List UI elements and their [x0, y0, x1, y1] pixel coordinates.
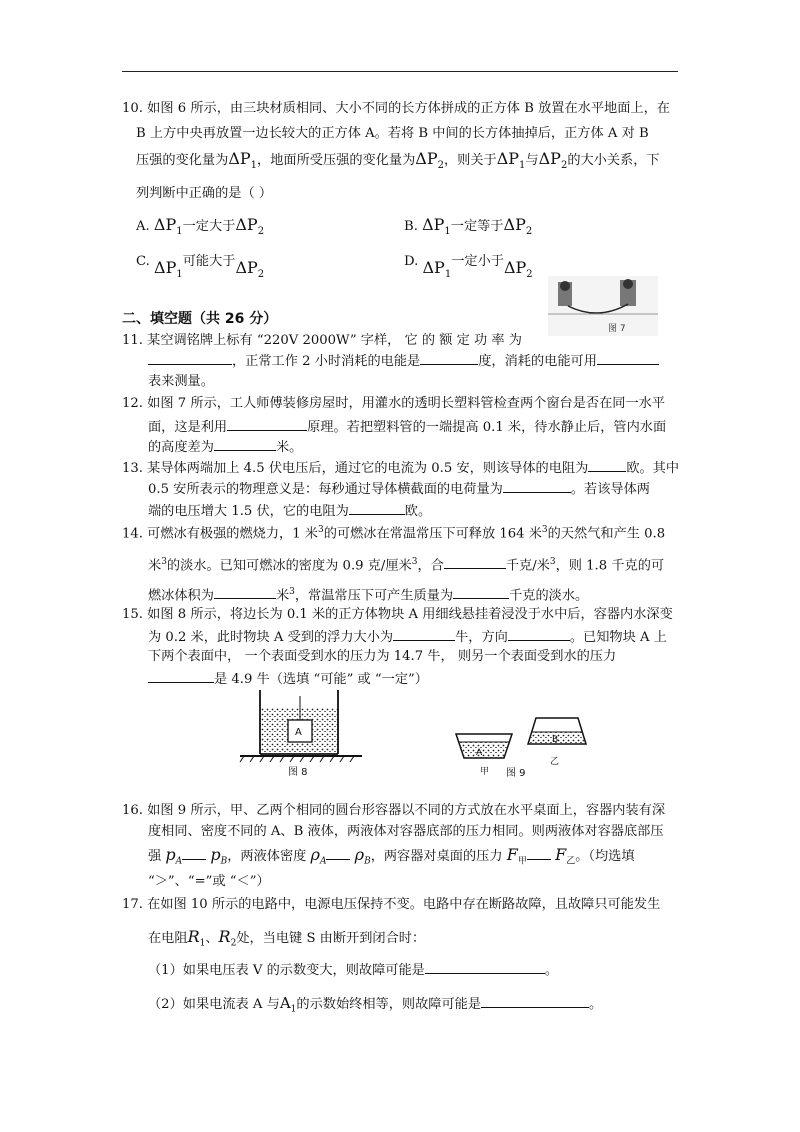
q15-line-2: 为 0.2 米，此时物块 A 受到的浮力大小为 牛，方向 。已知物块 A 上	[148, 630, 667, 645]
answer-blank[interactable]	[326, 847, 350, 860]
q10-text: ，则关于	[443, 153, 497, 168]
answer-blank[interactable]	[148, 352, 232, 365]
delta-p2: $\Delta P_2$	[415, 149, 444, 172]
answer-blank[interactable]	[393, 628, 455, 641]
delta-p1: $\Delta P_1$	[496, 149, 526, 172]
container-jia-label: 甲	[480, 767, 490, 777]
block-a-label: A	[295, 727, 302, 738]
q17-line-4: （2）如果电流表 A 与$A_1$的示数始终相等，则故障可能是 。	[148, 994, 603, 1015]
q10-option-c: C. $\Delta P_1$可能大于$\Delta P_2$	[136, 254, 265, 281]
section-title: 二、填空题（共 26 分）	[122, 311, 278, 327]
answer-blank[interactable]	[453, 586, 509, 599]
q10-line-3	[136, 151, 660, 174]
delta-p1: $\Delta P_1$	[228, 149, 258, 172]
q16-line-4: “＞”、“=”或 “＜”）	[148, 874, 270, 889]
q14-line-2: 米$^3$的淡水。已知可燃冰的密度为 0.9 克/厘米$^3$，合 千克/米$^3$，则 1.8 千克的可	[148, 557, 665, 574]
q10-text: 与	[525, 153, 539, 168]
figure-8	[236, 688, 366, 780]
q16-line-2: 度相同、密度不同的 A、B 液体，两液体对容器底部的压力相同。则两液体对容器底部压	[148, 824, 664, 839]
q17-line-2: 在电阻$R_1$、$R_2$处，当电键 S 由断开到闭合时：	[148, 927, 426, 949]
q16-line-1: 16. 如图 9 所示，甲、乙两个相同的圆台形容器以不同的方式放在水平桌面上，容器内装有深	[122, 803, 666, 818]
q11-line-3: 表来测量。	[148, 374, 214, 389]
answer-blank[interactable]	[214, 586, 276, 599]
q14-line-1: 14. 可燃冰有极强的燃烧力，1 米$^3$的可燃冰在常温常压下可释放 164 米$^3$的天然气和产生 0.8	[122, 525, 666, 542]
q10-line-4: 列判断中正确的是（ ）	[136, 186, 273, 201]
figure-7-label: 图 7	[608, 324, 626, 334]
q15-line-3: 下两个表面中， 一个表面受到水的压力为 14.7 牛， 则另一个表面受到水的压力	[148, 649, 617, 664]
answer-blank[interactable]	[349, 502, 405, 515]
answer-blank[interactable]	[527, 847, 551, 860]
answer-blank[interactable]	[481, 995, 589, 1008]
q10-option-a: A. $\Delta P_1$一定大于$\Delta P_2$	[136, 215, 265, 238]
q14-line-3: 燃冰体积为 米$^3$，常温常压下可产生质量为 千克的淡水。	[148, 587, 589, 604]
liquid-b-label: B	[552, 735, 559, 745]
answer-blank[interactable]	[444, 556, 506, 569]
q15-line-4: 是 4.9 牛（选填 “可能” 或 “一定”）	[148, 670, 428, 688]
header-rule	[122, 71, 678, 72]
q10-line-1: 10. 如图 6 所示，由三块材质相同、大小不同的长方体拼成的正方体 B 放置在水平地面上，在	[122, 101, 670, 116]
q10-option-b: B. $\Delta P_1$一定等于$\Delta P_2$	[404, 215, 533, 238]
q10-text: ，地面所受压强的变化量为	[257, 153, 416, 168]
q17-line-1: 17. 在如图 10 所示的电路中，电源电压保持不变。电路中存在断路故障，且故障只可能发生	[122, 897, 661, 912]
answer-blank[interactable]	[503, 480, 571, 493]
q11-line-1: 11. 某空调铭牌上标有 “220V 2000W” 字样， 它 的 额 定 功 率 为	[122, 333, 522, 348]
answer-blank[interactable]	[508, 628, 570, 641]
liquid-a-label: A	[476, 748, 483, 758]
q10-text: 压强的变化量为	[136, 153, 229, 168]
figure-9	[442, 714, 592, 780]
figure-7	[548, 276, 658, 336]
q12-line-1: 12. 如图 7 所示，工人师傅装修房屋时，用灌水的透明长塑料管检查两个窗台是否在同一水平	[122, 396, 666, 411]
answer-blank[interactable]	[597, 352, 659, 365]
q13-line-1: 13. 某导体两端加上 4.5 伏电压后，通过它的电流为 0.5 安，则该导体的电阻为 欧。其中	[122, 461, 680, 476]
q13-line-2: 0.5 安所表示的物理意义是：每秒通过导体横截面的电荷量为 。若该导体两	[148, 482, 650, 497]
answer-blank[interactable]	[214, 438, 276, 451]
figure-8-label: 图 8	[288, 767, 308, 778]
q16-line-3: 强 $p_A$ $p_B$，两液体密度 $\rho_A$ $\rho_B$，两容器对桌面的压力 $F_甲$ $F_乙$。（均选填	[148, 845, 635, 867]
q10-option-d: D. $\Delta P_1$一定小于$\Delta P_2$	[404, 254, 533, 281]
answer-blank[interactable]	[227, 418, 307, 431]
q15-line-1: 15. 如图 8 所示，将边长为 0.1 米的正方体物块 A 用细线悬挂着浸没于水中后，容器内水深变	[122, 607, 673, 622]
answer-blank[interactable]	[425, 961, 545, 974]
q10-line-2: B 上方中央再放置一边长较大的正方体 A。若将 B 中间的长方体抽掉后，正方体 A 对 B	[136, 126, 649, 141]
q13-line-3: 端的电压增大 1.5 伏，它的电阻为 欧。	[148, 504, 432, 519]
q17-line-3: （1）如果电压表 V 的示数变大，则故障可能是 。	[148, 963, 559, 978]
answer-blank[interactable]	[420, 352, 478, 365]
delta-p2: $\Delta P_2$	[538, 149, 568, 172]
q12-line-2: 面，这是利用 原理。若把塑料管的一端提高 0.1 米，待水静止后，管内水面	[148, 420, 667, 435]
figure-9-label: 图 9	[506, 768, 526, 779]
answer-blank[interactable]	[148, 670, 214, 683]
answer-blank[interactable]	[182, 847, 206, 860]
q10-text: 的大小关系，下	[567, 153, 660, 168]
container-yi-label: 乙	[550, 757, 560, 767]
answer-blank[interactable]	[588, 459, 626, 472]
q12-line-3: 的高度差为 米。	[148, 440, 303, 455]
q11-line-2: ，正常工作 2 小时消耗的电能是 度，消耗的电能可用	[148, 352, 659, 370]
